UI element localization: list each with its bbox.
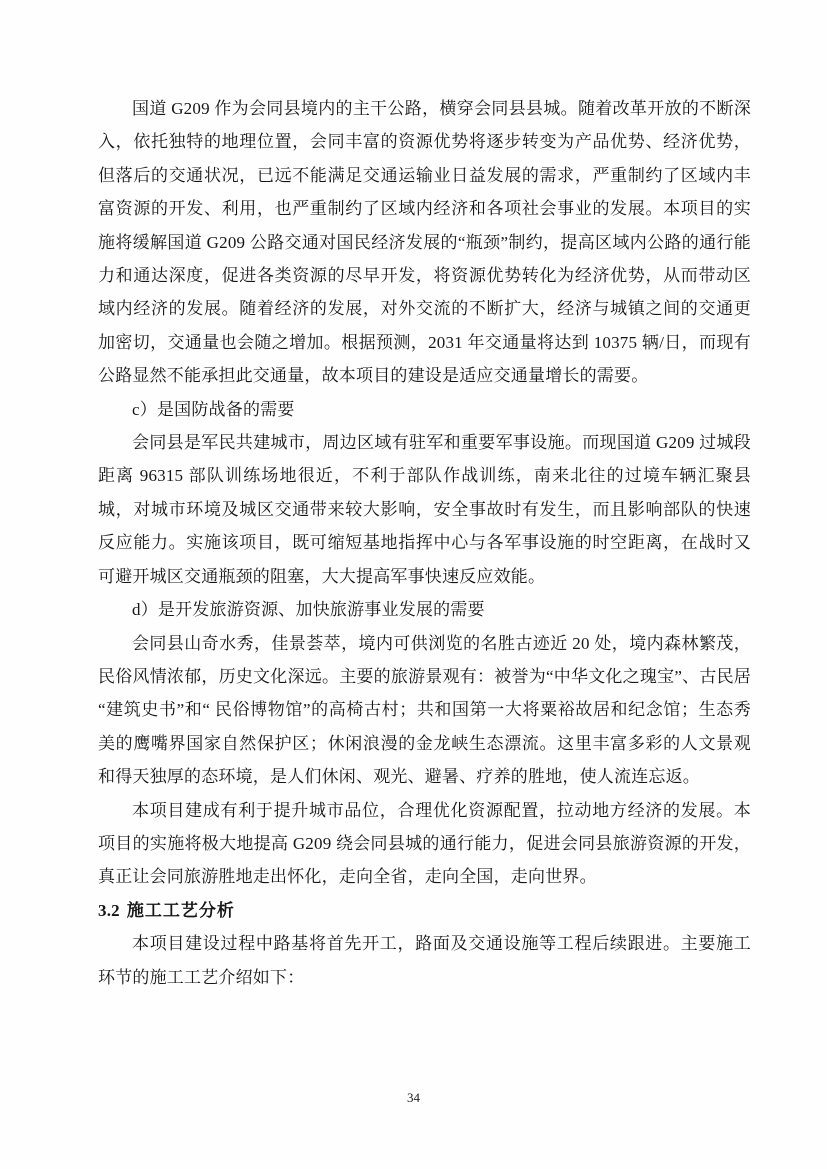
paragraph-g209-traffic-growth: 国道 G209 作为会同县境内的主干公路，横穿会同县县城。随着改革开放的不断深入，依托独特的地理位置，会同丰富的资源优势将逐步转变为产品优势、经济优势，但落后的交通状况，已远不能满足交通运输业日益发展的需求，严重制约了区域内丰富资源的开发、利用，也严重制约了区域内经济和各项社会事业的发展。本项目的实施将缓解国道 G209 公路交通对国民经济发展的“瓶颈”制约，提高区域内公路的通行能力和通达深度，促进各类资源的尽早开发，将资源优势转化为经济优势，从而带动区域内经济的发展。随着经济的发展，对外交流的不断扩大，经济与城镇之间的交通更加密切，交通量也会随之增加。根据预测，2031 年交通量将达到 10375 辆/日，而现有公路显然不能承担此交通量，故本项目的建设是适应交通量增长的需要。	[98, 99, 751, 386]
section-number: 3.2	[98, 900, 120, 920]
subheading-d-tourism-development-need: d）是开发旅游资源、加快旅游事业发展的需要	[132, 600, 485, 620]
paragraph-project-benefits: 本项目建成有利于提升城市品位，合理优化资源配置，拉动地方经济的发展。本项目的实施将极大地提高 G209 绕会同县城的通行能力，促进会同县旅游资源的开发，真正让会同旅游胜地走出怀化，走向全省，走向全国，走向世界。	[98, 800, 751, 887]
document-body	[98, 92, 751, 994]
subheading-c-national-defense-need: c）是国防战备的需要	[132, 399, 295, 419]
paragraph-tourism-resources: 会同县山奇水秀，佳景荟萃，境内可供浏览的名胜古迹近 20 处，境内森林繁茂，民俗风情浓郁，历史文化深远。主要的旅游景观有：被誉为“中华文化之瑰宝”、古民居“建筑史书”和“ 民俗博物馆”的高椅古村；共和国第一大将粟裕故居和纪念馆；生态秀美的鹰嘴界国家自然保护区；休闲浪漫的金龙峡生态漂流。这里丰富多彩的人文景观和得天独厚的态环境，是人们休闲、观光、避暑、疗养的胜地，使人流连忘返。	[98, 633, 751, 787]
section-heading-3-2	[98, 894, 751, 927]
section-title: 施工工艺分析	[126, 900, 235, 920]
paragraph-national-defense: 会同县是军民共建城市，周边区域有驻军和重要军事设施。而现国道 G209 过城段距离 96315 部队训练场地很近，不利于部队作战训练，南来北往的过境车辆汇聚县城，对城市环境及城区交通带来较大影响，安全事故时有发生，而且影响部队的快速反应能力。实施该项目，既可缩短基地指挥中心与各军事设施的时空距离，在战时又可避开城区交通瓶颈的阻塞，大大提高军事快速反应效能。	[98, 433, 751, 586]
page-number: 34	[407, 1090, 420, 1105]
paragraph-construction-process-intro: 本项目建设过程中路基将首先开工，路面及交通设施等工程后续跟进。主要施工环节的施工工艺介绍如下：	[98, 934, 751, 987]
